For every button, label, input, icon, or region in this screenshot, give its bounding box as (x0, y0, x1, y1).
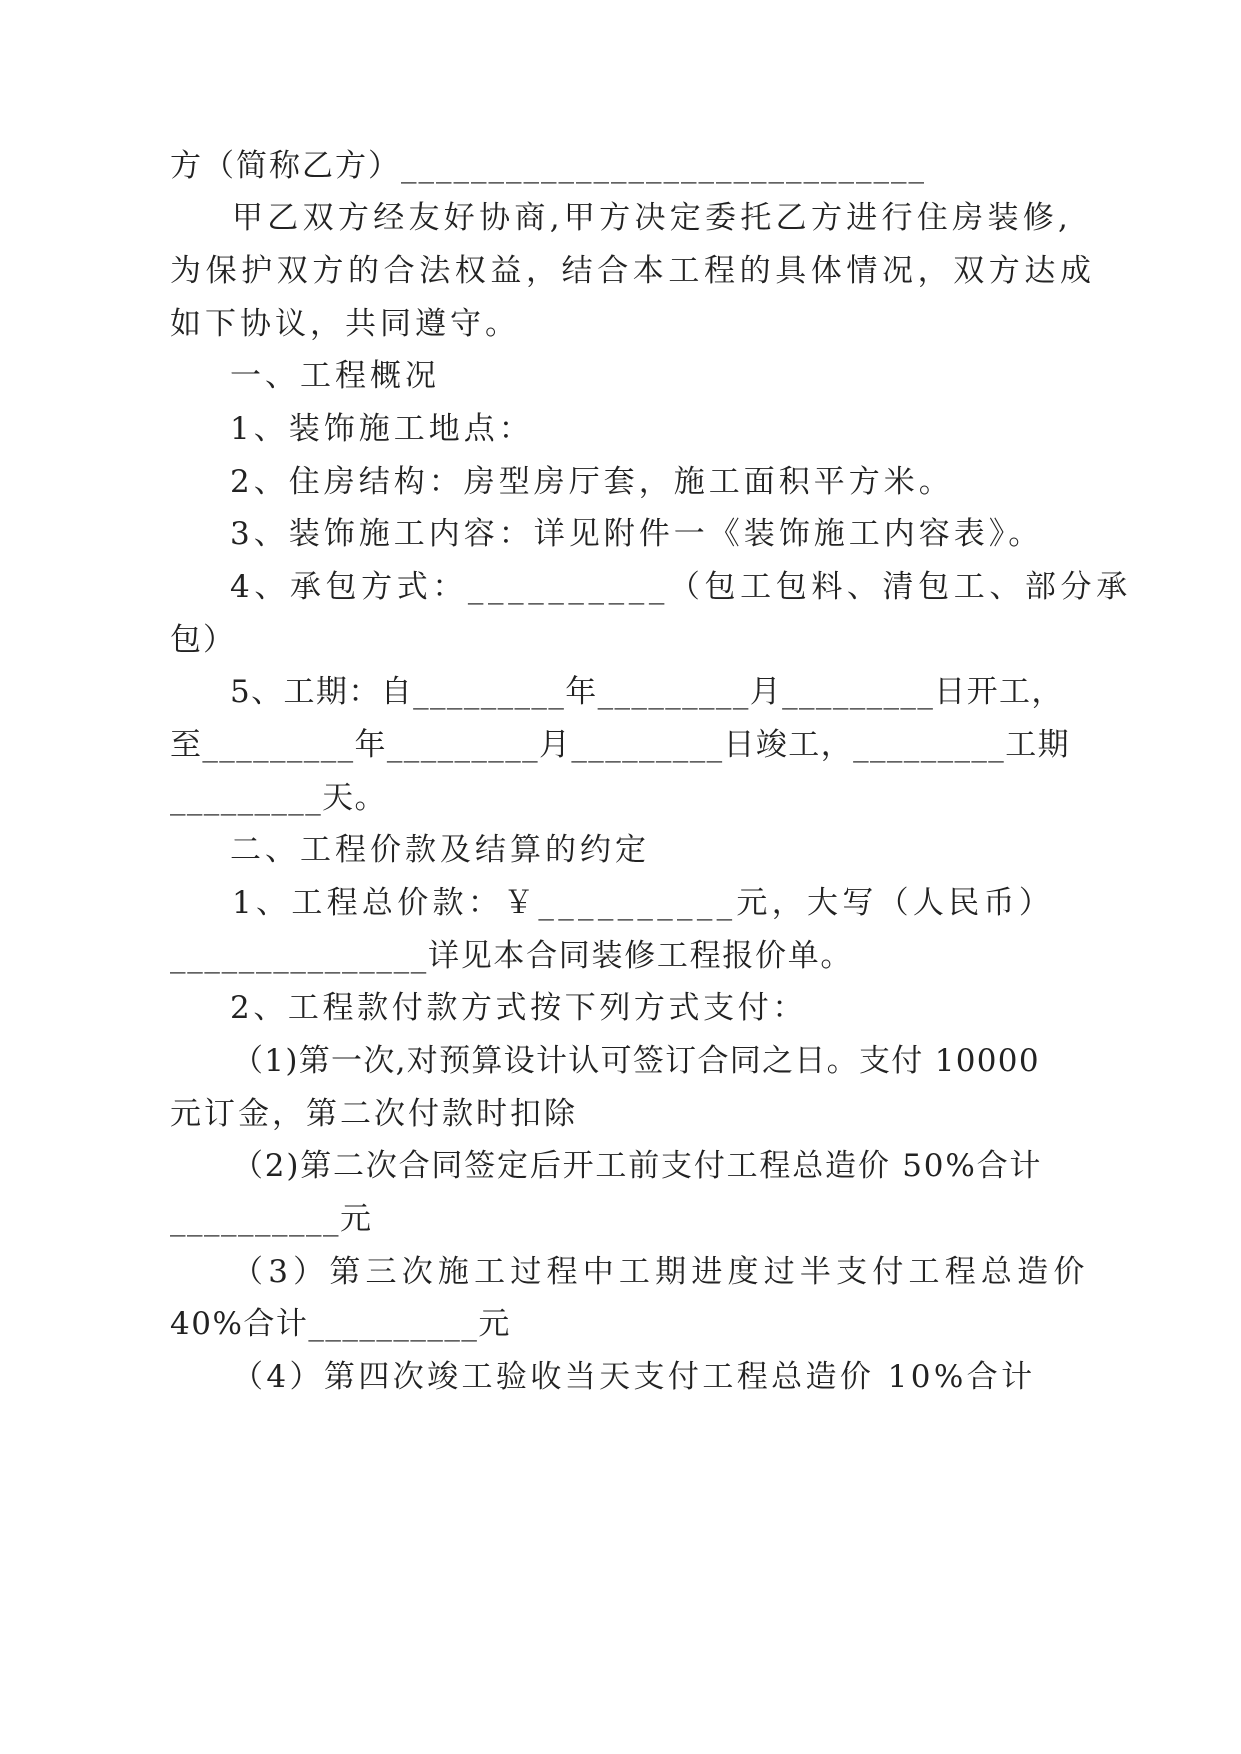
text-line: 40%合计__________元 (170, 1306, 511, 1342)
text-line: 3、装饰施工内容：详见附件一《装饰施工内容表》。 (230, 516, 1044, 552)
text-line: 元订金，第二次付款时扣除 (170, 1096, 578, 1132)
text-line: 1、装饰施工地点： (230, 411, 534, 447)
text-line: 2、住房结构：房型房厅套，施工面积平方米。 (230, 464, 954, 500)
text-line: （1)第一次,对预算设计认可签订合同之日。支付 10000 (232, 1043, 1040, 1079)
text-line: _______________详见本合同装修工程报价单。 (170, 938, 854, 974)
text-line: 5、工期：自_________年_________月_________日开工， (230, 674, 1064, 710)
text-line: 如下协议，共同遵守。 (170, 306, 520, 342)
text-line: _________天。 (170, 780, 387, 816)
text-line: 甲乙双方经友好协商,甲方决定委托乙方进行住房装修, (232, 200, 1073, 236)
text-line: 2、工程款付款方式按下列方式支付： (230, 990, 807, 1026)
text-line: 至_________年_________月_________日竣工，_________工期 (170, 727, 1070, 763)
text-line: 方（简称乙方）______________________________ (170, 148, 926, 184)
text-line: （3）第三次施工过程中工期进度过半支付工程总造价 (232, 1254, 1090, 1290)
text-line: 4、承包方式：__________（包工包料、清包工、部分承 (230, 569, 1132, 605)
text-line: 包） (170, 622, 236, 658)
section-heading: 二、工程价款及结算的约定 (230, 832, 650, 868)
text-line: 为保护双方的合法权益，结合本工程的具体情况，双方达成 (170, 253, 1096, 289)
text-line: （2)第二次合同签定后开工前支付工程总造价 50%合计 (232, 1148, 1043, 1184)
text-line: （4）第四次竣工验收当天支付工程总造价 10%合计 (232, 1359, 1036, 1395)
text-line: 1、工程总价款：￥__________元，大写（人民币） (232, 885, 1055, 921)
section-heading: 一、工程概况 (230, 358, 440, 394)
text-line: __________元 (170, 1201, 373, 1237)
